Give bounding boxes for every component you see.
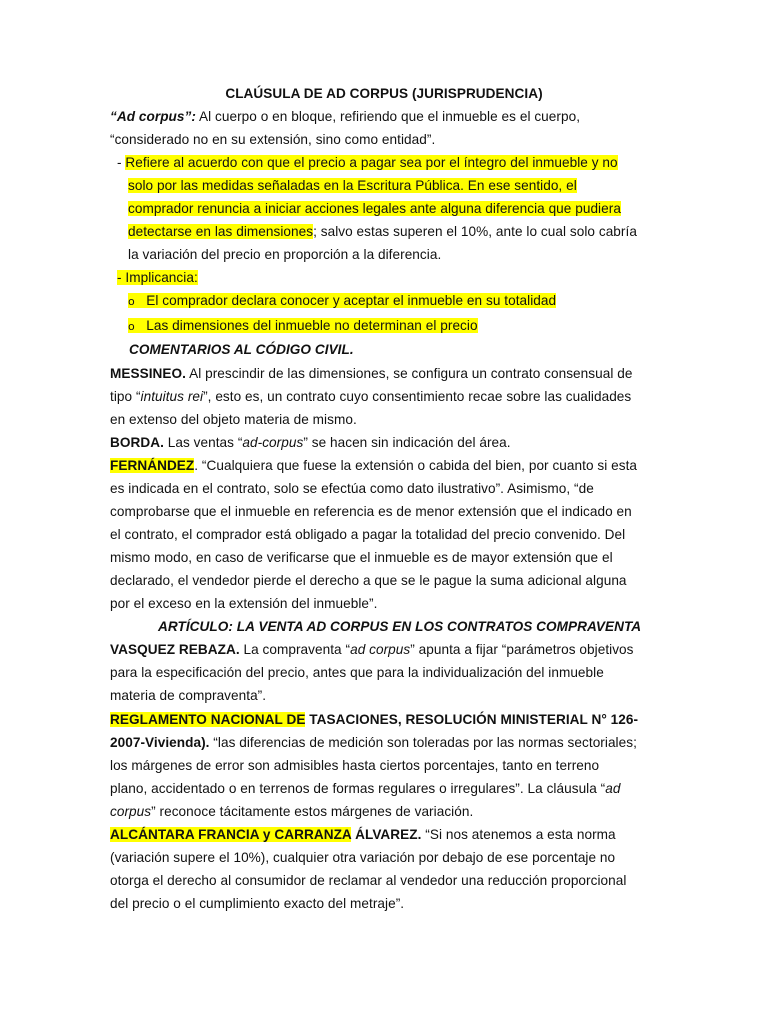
- alcantara-text-4: del precio o el cumplimiento exacto del metraje”.: [110, 896, 405, 911]
- fernandez-text-4: el contrato, el comprador está obligado a pagar la totalidad del precio convenido. Del: [110, 527, 626, 542]
- bullet1-line3: [128, 199, 621, 219]
- alcantara-text-2: (variación supere el 10%), cualquier otra variación por debajo de ese porcentaje no: [110, 850, 616, 865]
- bullet1-text-2: solo por las medidas señaladas en la Escritura Pública. En ese sentido, el: [128, 178, 577, 193]
- reglamento-line2: [110, 733, 637, 753]
- fernandez-text-3: comprobarse que el inmueble en referencia es de menor extensión que el indicado en: [110, 504, 632, 519]
- messineo-line2: [110, 387, 631, 407]
- borda-line: [110, 433, 511, 453]
- bullet2-line: [117, 268, 198, 288]
- definition-text-1: Al cuerpo o en bloque, refiriendo que el inmueble es el cuerpo,: [195, 109, 581, 124]
- bullet1-line1: [117, 153, 618, 173]
- circle-bullet-icon: o: [128, 295, 135, 308]
- vasquez-text-3: materia de compraventa”.: [110, 688, 267, 703]
- sub-bullet-1-text: El comprador declara conocer y aceptar el inmueble en su totalidad: [146, 293, 557, 308]
- alcantara-name-rest: ÁLVAREZ.: [351, 827, 422, 842]
- vasquez-text-1-italic: ad corpus: [350, 642, 411, 657]
- vasquez-text-1b: ” apunta a fijar “parámetros objetivos: [410, 642, 634, 657]
- alcantara-text-3: otorga el derecho al consumidor de reclamar al vendedor una reducción proporcional: [110, 873, 627, 888]
- bullet2-label: - Implicancia:: [117, 270, 198, 285]
- reglamento-line4: [110, 779, 621, 799]
- messineo-text-1: Al prescindir de las dimensiones, se configura un contrato consensual de: [186, 366, 633, 381]
- definition-text-2: “considerado no en su extensión, sino como entidad”.: [110, 132, 436, 147]
- borda-text-a: Las ventas “: [163, 435, 243, 450]
- sub-bullet-2: [128, 316, 478, 337]
- reglamento-name-rest: TASACIONES, RESOLUCIÓN MINISTERIAL N° 126-: [305, 712, 639, 727]
- borda-name: BORDA.: [110, 435, 164, 450]
- reglamento-text-2: “las diferencias de medición son toleradas por las normas sectoriales;: [209, 735, 637, 750]
- fernandez-line1: [110, 456, 637, 476]
- alcantara-text-1: “Si nos atenemos a esta norma: [421, 827, 616, 842]
- heading-articulo: ARTÍCULO: LA VENTA AD CORPUS EN LOS CONTRATOS COMPRAVENTA: [158, 619, 642, 634]
- heading-comentarios: COMENTARIOS AL CÓDIGO CIVIL.: [129, 342, 354, 357]
- fernandez-text-1: . “Cualquiera que fuese la extensión o cabida del bien, por cuanto si esta: [194, 458, 638, 473]
- fernandez-text-7: por el exceso en la extensión del inmueble”.: [110, 596, 378, 611]
- messineo-text-2b: ”, esto es, un contrato cuyo consentimiento recae sobre las cualidades: [203, 389, 632, 404]
- messineo-name: MESSINEO.: [110, 366, 186, 381]
- bullet1-line4: [128, 222, 637, 242]
- fernandez-text-2: es indicada en el contrato, solo se efectúa como dato ilustrativo”. Asimismo, “de: [110, 481, 594, 496]
- borda-text-italic: ad-corpus: [242, 435, 304, 450]
- vasquez-name: VASQUEZ REBAZA.: [110, 642, 240, 657]
- bullet1-text-3: comprador renuncia a iniciar acciones legales ante alguna diferencia que pudiera: [128, 201, 621, 216]
- reglamento-text-3: los márgenes de error son admisibles hasta ciertos porcentajes, tanto en terreno: [110, 758, 600, 773]
- vasquez-text-1a: La compraventa “: [239, 642, 351, 657]
- fernandez-text-6: declarado, el vendedor pierde el derecho a que se le pague la suma adicional alguna: [110, 573, 627, 588]
- fernandez-text-5: mismo modo, en caso de verificarse que el inmueble es de mayor extensión que el: [110, 550, 613, 565]
- definition-term: “Ad corpus”:: [110, 109, 196, 124]
- alcantara-line1: [110, 825, 616, 845]
- sub-bullet-2-text: Las dimensiones del inmueble no determinan el precio: [146, 318, 478, 333]
- messineo-text-3: en extenso del objeto materia de mismo.: [110, 412, 357, 427]
- bullet1-text-4: ; salvo estas superen el 10%, ante lo cual solo cabría: [313, 224, 637, 239]
- fernandez-name: FERNÁNDEZ: [110, 458, 195, 473]
- vasquez-text-2: para la especificación del precio, antes que para la individualización del inmueble: [110, 665, 604, 680]
- borda-text-b: ” se hacen sin indicación del área.: [303, 435, 511, 450]
- reglamento-name-end: 2007-Vivienda).: [110, 735, 210, 750]
- reglamento-text-5: ” reconoce tácitamente estos márgenes de variación.: [151, 804, 474, 819]
- reglamento-text-5-italic: corpus: [110, 804, 152, 819]
- bullet1-text-4-highlight: detectarse en las dimensiones: [128, 224, 314, 239]
- bullet1-text-5: la variación del precio en proporción a la diferencia.: [128, 247, 442, 262]
- circle-bullet-icon: o: [128, 320, 135, 333]
- messineo-line1: [110, 364, 632, 384]
- messineo-text-2-italic: intuitus rei: [140, 389, 204, 404]
- reglamento-line1: [110, 710, 638, 730]
- vasquez-line1: [110, 640, 634, 660]
- reglamento-line5: [110, 802, 473, 822]
- reglamento-text-4: plano, accidentado o en terrenos de formas regulares o irregulares”. La cláusula “: [110, 781, 606, 796]
- document-title: CLAÚSULA DE AD CORPUS (JURISPRUDENCIA): [225, 86, 543, 101]
- messineo-text-2a: tipo “: [110, 389, 141, 404]
- definition-paragraph: [110, 107, 580, 127]
- reglamento-name-highlight: REGLAMENTO NACIONAL DE: [110, 712, 306, 727]
- reglamento-text-4-italic: ad: [605, 781, 621, 796]
- sub-bullet-1: [128, 291, 556, 312]
- bullet1-text-1: Refiere al acuerdo con que el precio a pagar sea por el íntegro del inmueble y no: [125, 155, 618, 170]
- alcantara-name-highlight: ALCÁNTARA FRANCIA y CARRANZA: [110, 827, 352, 842]
- bullet-dash: -: [117, 155, 126, 170]
- bullet1-line2: [128, 176, 577, 196]
